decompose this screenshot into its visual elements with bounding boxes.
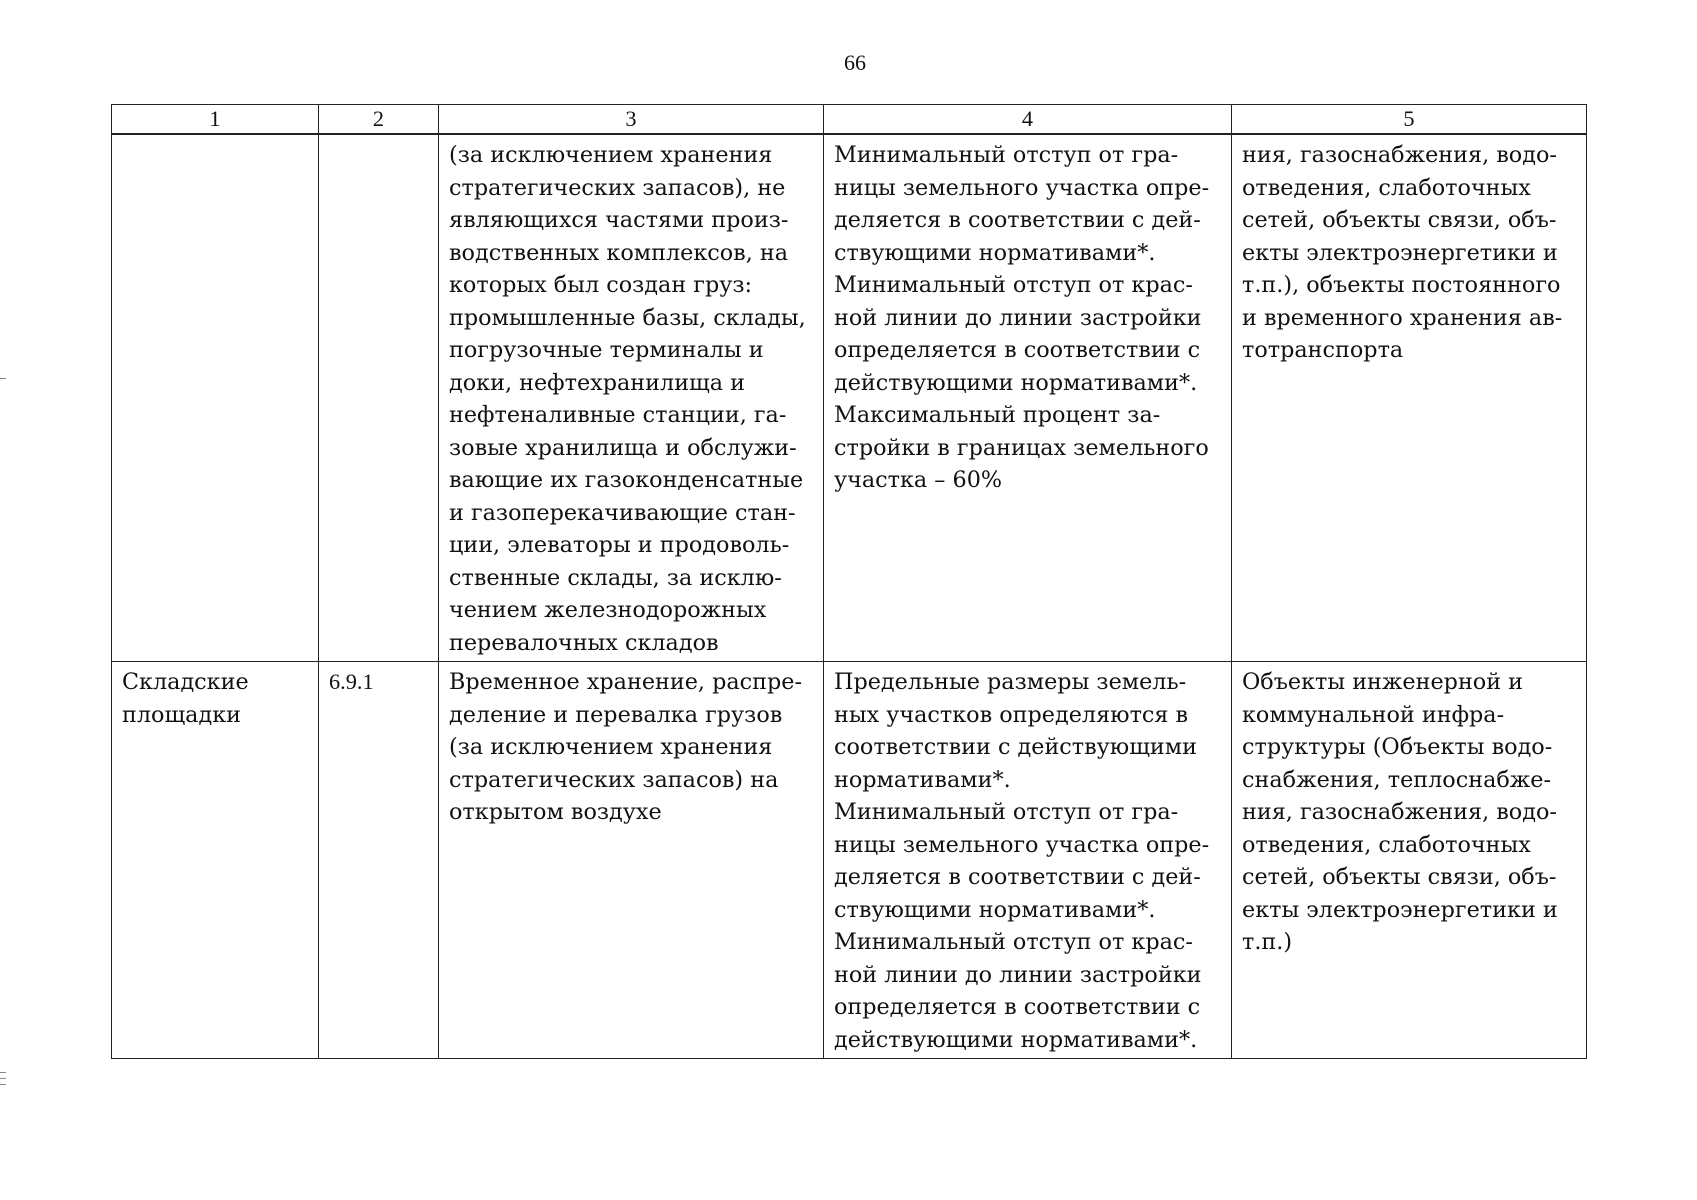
permitted-use-name-cell: Складские площадки	[112, 662, 319, 1059]
column-header-4: 4	[824, 105, 1232, 135]
column-header-1: 1	[112, 105, 319, 135]
margin-mark	[0, 1084, 6, 1085]
use-code-cell	[319, 134, 439, 662]
table-row	[112, 134, 1587, 662]
page-number: 66	[844, 50, 866, 75]
table-row	[112, 662, 1587, 1059]
parameters-cell: Предельные размеры земель- ных участков определяются в соответствии с действующими нормативами*. Минимальный отступ от гра- ницы земельного участка опре- деляется в соответствии с дей- ствующими нормативами*. Минимальный отступ от крас- ной линии до линии застройки определяется в соответствии с действующими нормативами*.	[824, 662, 1232, 1059]
column-header-2: 2	[319, 105, 439, 135]
auxiliary-uses-cell: Объекты инженерной и коммунальной инфра- структуры (Объекты водо- снабжения, теплоснабже- ния, газоснабжения, водо- отведения, слаботочных сетей, объекты связи, объ- екты электроэнергетики и т.п.)	[1232, 662, 1587, 1059]
use-description-cell: (за исключением хранения стратегических запасов), не являющихся частями произ- водственных комплексов, на которых был создан груз: промышленные базы, склады, погрузочные терминалы и доки, нефтехранилища и нефтеналивные станции, га- зовые хранилища и обслужи- вающие их газоконденсатные и газоперекачивающие стан- ции, элеваторы и продоволь- ственные склады, за исклю- чением железнодорожных перевалочных складов	[439, 134, 824, 662]
table-header-row	[112, 105, 1587, 135]
margin-mark	[0, 1072, 6, 1073]
permitted-use-name-cell	[112, 134, 319, 662]
column-header-3: 3	[439, 105, 824, 135]
margin-mark	[0, 378, 6, 379]
use-code-cell: 6.9.1	[319, 662, 439, 1059]
auxiliary-uses-cell: ния, газоснабжения, водо- отведения, слаботочных сетей, объекты связи, объ- екты электроэнергетики и т.п.), объекты постоянного и временного хранения ав- тотранспорта	[1232, 134, 1587, 662]
parameters-cell: Минимальный отступ от гра- ницы земельного участка опре- деляется в соответствии с дей- ствующими нормативами*. Минимальный отступ от крас- ной линии до линии застройки определяется в соответствии с действующими нормативами*. Максимальный процент за- стройки в границах земельного участка – 60%	[824, 134, 1232, 662]
margin-mark	[0, 1078, 6, 1079]
column-header-5: 5	[1232, 105, 1587, 135]
use-description-cell: Временное хранение, распре- деление и перевалка грузов (за исключением хранения стратегических запасов) на открытом воздухе	[439, 662, 824, 1059]
regulations-table	[111, 104, 1587, 1059]
